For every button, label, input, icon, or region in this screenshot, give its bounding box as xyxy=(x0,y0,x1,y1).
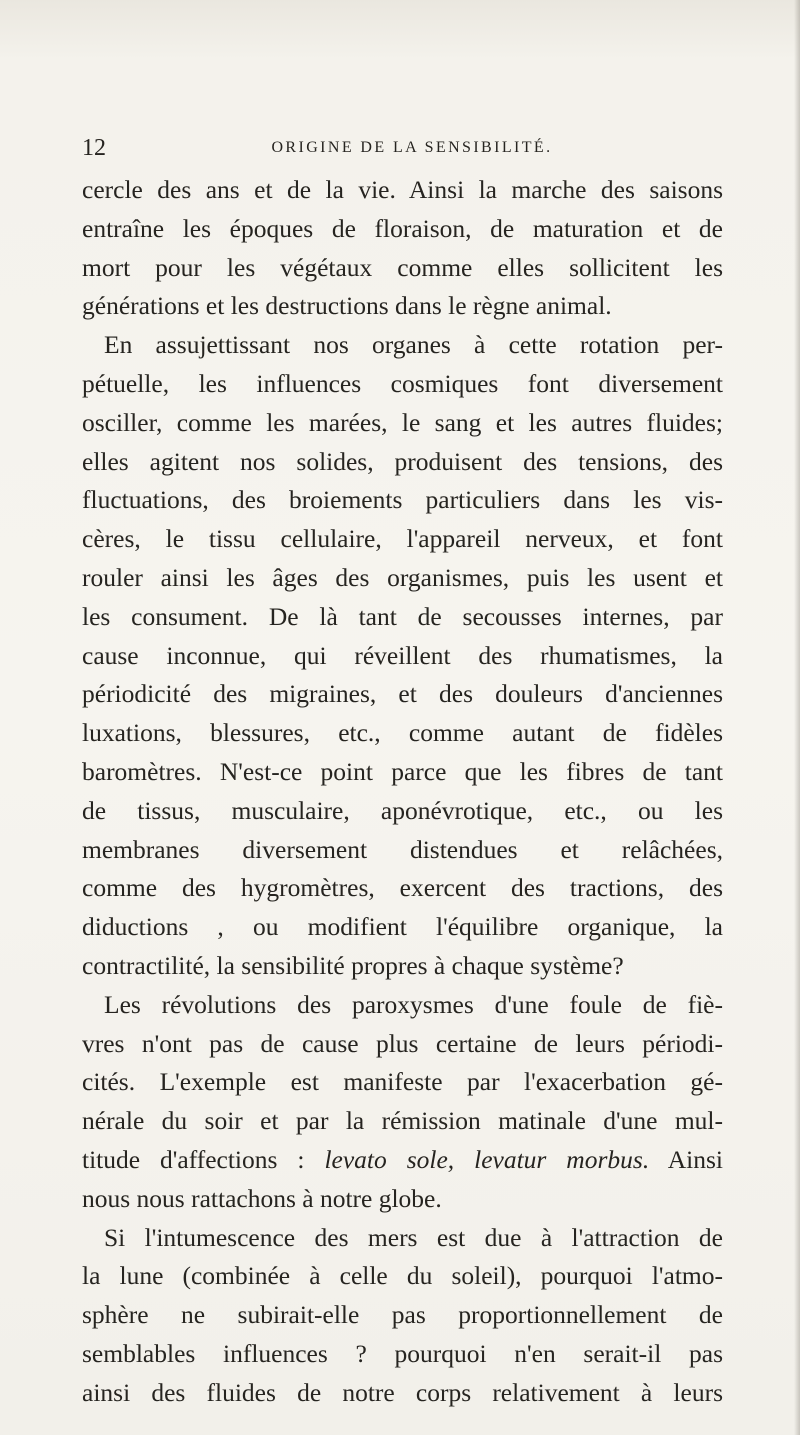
quote-lead-text: titude d'affections : xyxy=(82,1144,325,1174)
text-line: entraîne les époques de floraison, de maturation et de xyxy=(82,213,723,243)
text-line: la lune (combinée à celle du soleil), pourquoi l'atmo- xyxy=(82,1261,723,1291)
page-number: 12 xyxy=(82,135,106,161)
text-line: nérale du soir et par la rémission matinale d'une mul- xyxy=(82,1106,723,1136)
text-line: rouler ainsi les âges des organismes, puis les usent et xyxy=(82,562,723,592)
text-line: pétuelle, les influences cosmiques font diversement xyxy=(82,368,723,398)
text-line: osciller, comme les marées, le sang et les autres fluides; xyxy=(82,407,723,437)
text-line: ainsi des fluides de notre corps relativement à leurs xyxy=(82,1377,723,1407)
text-line: cause inconnue, qui réveillent des rhumatismes, la xyxy=(82,640,723,670)
text-line: fluctuations, des broiements particuliers dans les vis- xyxy=(82,485,723,515)
text-line: mort pour les végétaux comme elles sollicitent les xyxy=(82,252,723,282)
text-line: diductions , ou modifient l'équilibre organique, la xyxy=(82,912,723,942)
text-line: périodicité des migraines, et des douleurs d'anciennes xyxy=(82,679,723,709)
paragraph-start-line: Si l'intumescence des mers est due à l'attraction de xyxy=(104,1222,723,1252)
text-line: cités. L'exemple est manifeste par l'exacerbation gé- xyxy=(82,1067,723,1097)
text-line: vres n'ont pas de cause plus certaine de leurs périodi- xyxy=(82,1028,723,1058)
quote-trail-text: Ainsi xyxy=(649,1144,724,1174)
text-line: elles agitent nos solides, produisent des tensions, des xyxy=(82,446,723,476)
text-line: cercle des ans et de la vie. Ainsi la marche des saisons xyxy=(82,175,723,204)
text-line: contractilité, la sensibilité propres à chaque système? xyxy=(82,950,624,980)
text-line: comme des hygromètres, exercent des tractions, des xyxy=(82,873,723,903)
text-line: nous nous rattachons à notre globe. xyxy=(82,1183,442,1213)
text-line: membranes diversement distendues et relâchées, xyxy=(82,834,723,864)
text-line: semblables influences ? pourquoi n'en serait-il pas xyxy=(82,1338,723,1368)
page-header xyxy=(82,134,722,162)
body-text xyxy=(82,171,723,1413)
text-line: de tissus, musculaire, aponévrotique, etc., ou les xyxy=(82,795,723,825)
text-line: luxations, blessures, etc., comme autant de fidèles xyxy=(82,718,723,748)
paragraph-start-line: En assujettissant nos organes à cette rotation per- xyxy=(104,330,723,360)
text-line: cères, le tissu cellulaire, l'appareil nerveux, et font xyxy=(82,524,723,554)
page-edge-shadow xyxy=(794,0,800,1435)
text-line: baromètres. N'est-ce point parce que les fibres de tant xyxy=(82,756,723,786)
latin-quote: levato sole, levatur morbus. xyxy=(324,1144,650,1174)
text-line: sphère ne subirait-elle pas proportionnellement de xyxy=(82,1300,723,1330)
running-title: ORIGINE DE LA SENSIBILITÉ. xyxy=(271,139,553,156)
paragraph-start-line: Les révolutions des paroxysmes d'une foule de fiè- xyxy=(104,989,723,1019)
text-line: générations et les destructions dans le règne animal. xyxy=(82,291,612,321)
text-line-with-quote xyxy=(82,1141,723,1180)
text-line: les consument. De là tant de secousses internes, par xyxy=(82,601,723,631)
